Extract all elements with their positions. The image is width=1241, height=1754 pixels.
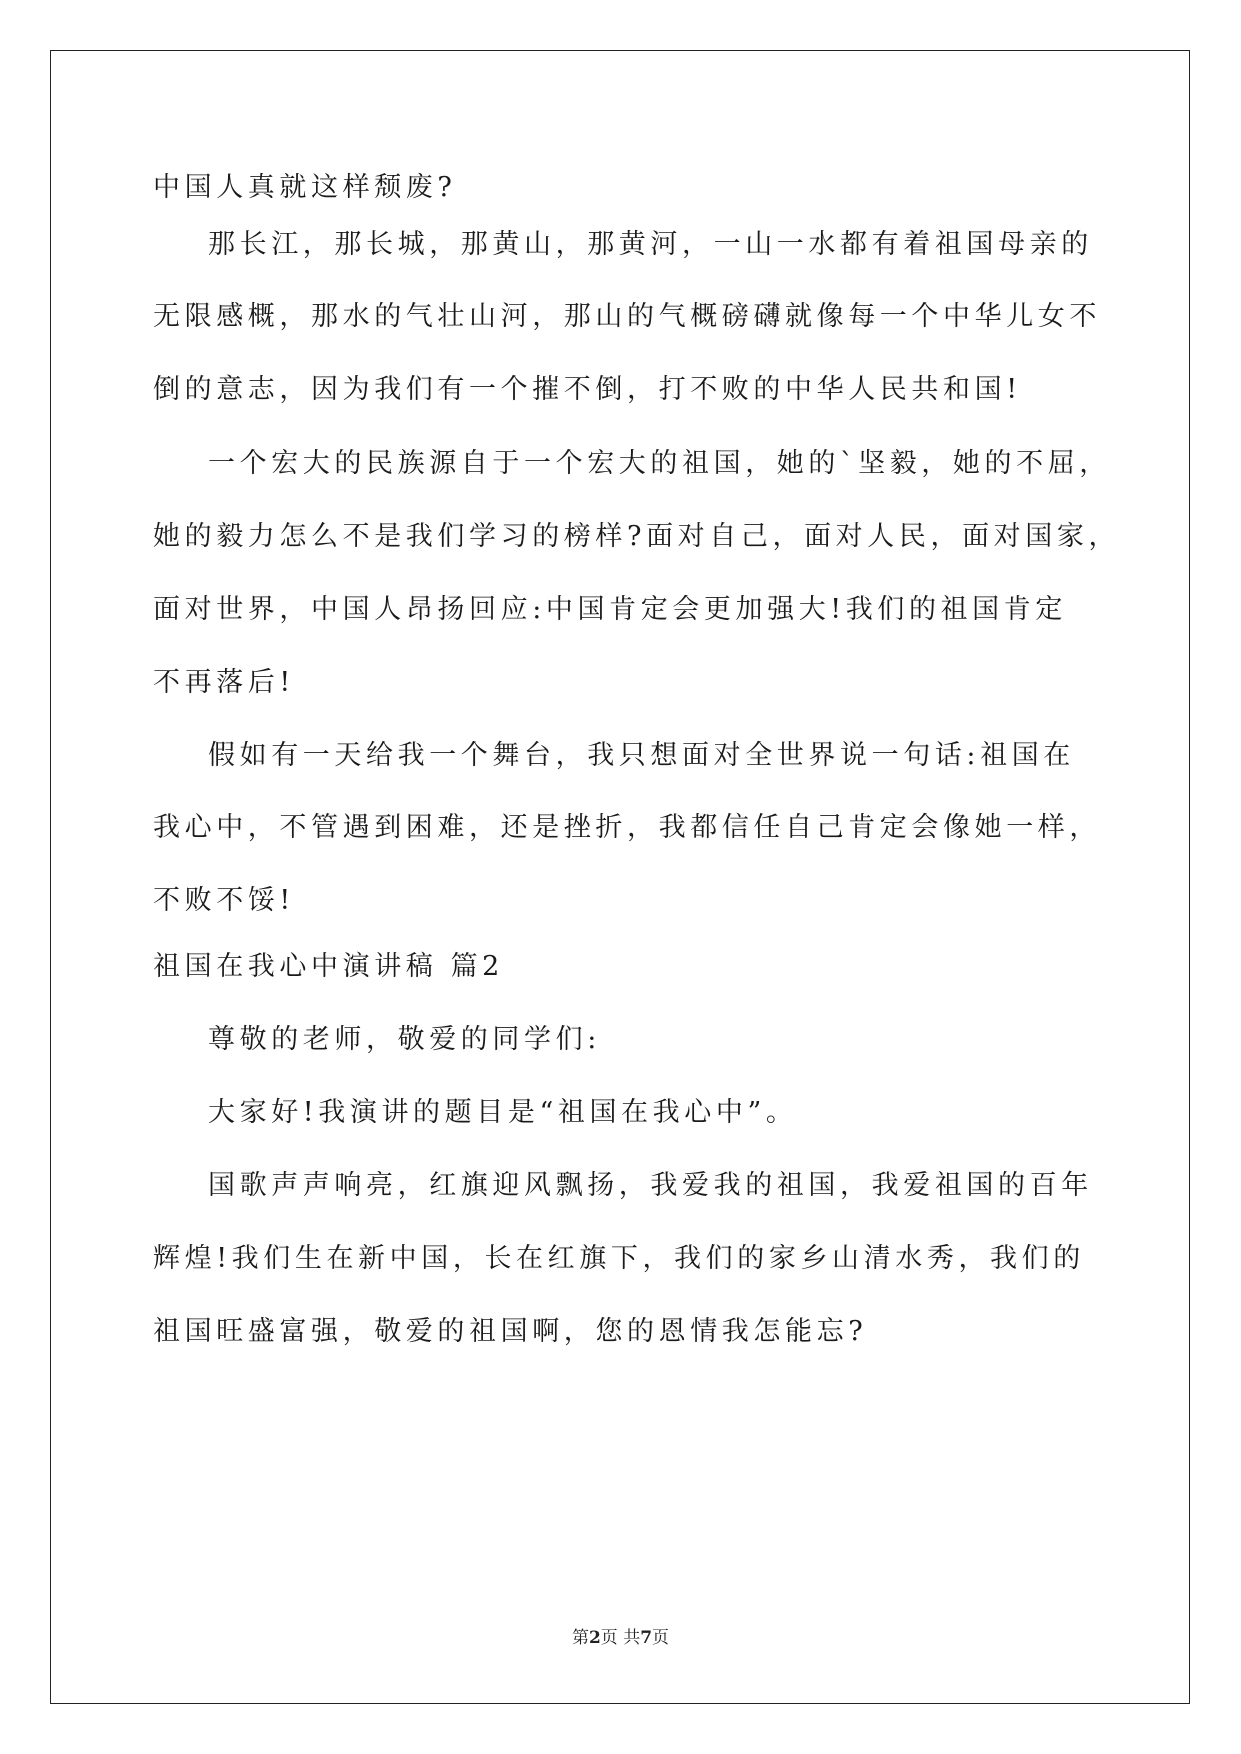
- text-line: 她的毅力怎么不是我们学习的榜样?面对自己，面对人民，面对国家，: [153, 521, 1121, 552]
- text-line: 不败不馁!: [153, 885, 295, 916]
- text-line: 那长江，那长城，那黄山，那黄河，一山一水都有着祖国母亲的: [208, 229, 1093, 260]
- text-line: 中国人真就这样颓废?: [153, 172, 457, 203]
- section-heading: 祖国在我心中演讲稿 篇2: [153, 951, 504, 982]
- text-line: 倒的意志，因为我们有一个摧不倒，打不败的中华人民共和国!: [153, 374, 1022, 405]
- text-line: 祖国旺盛富强，敬爱的祖国啊，您的恩情我怎能忘?: [153, 1316, 868, 1347]
- text-line: 不再落后!: [153, 667, 295, 698]
- current-page-number: 2: [588, 1628, 601, 1648]
- text-line: 尊敬的老师，敬爱的同学们:: [208, 1024, 601, 1055]
- footer-suffix: 页: [652, 1628, 670, 1648]
- text-line: 辉煌!我们生在新中国，长在红旗下，我们的家乡山清水秀，我们的: [153, 1243, 1085, 1274]
- text-line: 一个宏大的民族源自于一个宏大的祖国，她的`坚毅，她的不屈，: [208, 448, 1111, 479]
- text-line: 面对世界，中国人昂扬回应:中国肯定会更加强大!我们的祖国肯定: [153, 594, 1067, 625]
- text-line: 假如有一天给我一个舞台，我只想面对全世界说一句话:祖国在: [208, 740, 1075, 771]
- total-page-number: 7: [640, 1628, 653, 1648]
- footer-prefix: 第: [571, 1628, 589, 1648]
- text-line: 我心中，不管遇到困难，还是挫折，我都信任自己肯定会像她一样，: [153, 812, 1101, 843]
- text-line: 大家好!我演讲的题目是“祖国在我心中”。: [208, 1097, 798, 1128]
- text-line: 无限感概，那水的气壮山河，那山的气概磅礴就像每一个中华儿女不: [153, 301, 1101, 332]
- text-line: 国歌声声响亮，红旗迎风飘扬，我爱我的祖国，我爱祖国的百年: [208, 1170, 1093, 1201]
- footer-mid: 页 共: [600, 1628, 641, 1648]
- page-footer: [0, 1623, 1241, 1648]
